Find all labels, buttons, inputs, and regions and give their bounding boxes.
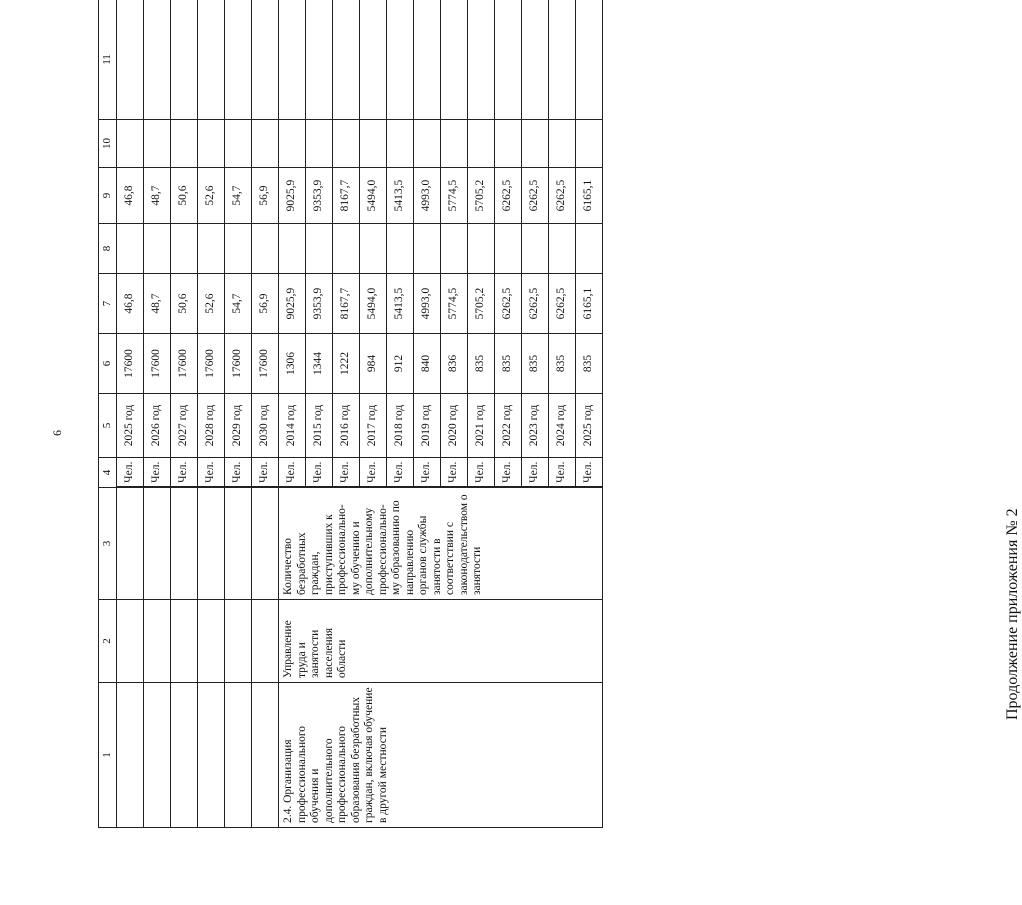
value-cell: 1306 xyxy=(279,334,306,394)
value-cell: 48,7 xyxy=(144,168,171,224)
value-cell xyxy=(279,224,306,274)
empty-cell xyxy=(576,120,603,168)
value-cell xyxy=(333,224,360,274)
value-cell: 835 xyxy=(522,334,549,394)
empty-cell xyxy=(198,488,225,600)
column-number: 3 xyxy=(99,488,117,600)
column-number: 2 xyxy=(99,600,117,683)
column-number: 8 xyxy=(99,224,117,274)
empty-cell xyxy=(414,120,441,168)
value-cell: 56,9 xyxy=(252,168,279,224)
empty-cell xyxy=(468,0,495,120)
column-number: 1 xyxy=(99,683,117,828)
column-number: 5 xyxy=(99,394,117,458)
empty-cell xyxy=(306,0,333,120)
rotated-table-wrapper xyxy=(98,0,1021,828)
empty-cell xyxy=(279,0,306,120)
page-number: 6 xyxy=(50,430,64,436)
unit-cell: Чел. xyxy=(522,458,549,488)
unit-cell: Чел. xyxy=(549,458,576,488)
year-cell: 2014 год xyxy=(279,394,306,458)
value-cell: 835 xyxy=(495,334,522,394)
value-cell: 1222 xyxy=(333,334,360,394)
empty-cell xyxy=(360,0,387,120)
value-cell: 56,9 xyxy=(252,274,279,334)
table-row xyxy=(225,0,252,828)
value-cell: 5705,2 xyxy=(468,274,495,334)
unit-cell: Чел. xyxy=(333,458,360,488)
column-number: 9 xyxy=(99,168,117,224)
empty-cell xyxy=(333,120,360,168)
empty-cell xyxy=(171,120,198,168)
empty-cell xyxy=(252,120,279,168)
empty-cell xyxy=(171,600,198,683)
year-cell: 2022 год xyxy=(495,394,522,458)
empty-cell xyxy=(441,0,468,120)
value-cell: 5774,5 xyxy=(441,274,468,334)
unit-cell: Чел. xyxy=(306,458,333,488)
year-cell: 2016 год xyxy=(333,394,360,458)
empty-cell xyxy=(171,683,198,828)
value-cell: 5774,5 xyxy=(441,168,468,224)
year-cell: 2018 год xyxy=(387,394,414,458)
empty-cell xyxy=(144,683,171,828)
column-number: 6 xyxy=(99,334,117,394)
value-cell: 8167,7 xyxy=(333,168,360,224)
table-row xyxy=(144,0,171,828)
value-cell: 54,7 xyxy=(225,168,252,224)
year-cell: 2024 год xyxy=(549,394,576,458)
unit-cell: Чел. xyxy=(414,458,441,488)
appendix-title: Продолжение приложения № 2 xyxy=(1004,508,1021,720)
empty-cell xyxy=(333,0,360,120)
unit-cell: Чел. xyxy=(225,458,252,488)
empty-cell xyxy=(117,488,144,600)
value-cell xyxy=(144,224,171,274)
unit-cell: Чел. xyxy=(495,458,522,488)
year-cell: 2027 год xyxy=(171,394,198,458)
value-cell xyxy=(522,224,549,274)
value-cell: 9353,9 xyxy=(306,168,333,224)
table-row xyxy=(252,0,279,828)
value-cell: 17600 xyxy=(225,334,252,394)
value-cell: 17600 xyxy=(117,334,144,394)
value-cell xyxy=(441,224,468,274)
year-cell: 2019 год xyxy=(414,394,441,458)
column-number: 7 xyxy=(99,274,117,334)
year-cell: 2017 год xyxy=(360,394,387,458)
year-cell: 2015 год xyxy=(306,394,333,458)
empty-cell xyxy=(252,0,279,120)
value-cell: 6262,5 xyxy=(522,274,549,334)
empty-cell xyxy=(225,0,252,120)
value-cell: 835 xyxy=(576,334,603,394)
empty-cell xyxy=(441,120,468,168)
value-cell xyxy=(198,224,225,274)
year-cell: 2026 год xyxy=(144,394,171,458)
unit-cell: Чел. xyxy=(198,458,225,488)
year-cell: 2030 год xyxy=(252,394,279,458)
value-cell xyxy=(387,224,414,274)
empty-cell xyxy=(117,683,144,828)
value-cell: 50,6 xyxy=(171,168,198,224)
empty-cell xyxy=(117,120,144,168)
empty-cell xyxy=(144,120,171,168)
value-cell: 4993,0 xyxy=(414,168,441,224)
column-number: 4 xyxy=(99,458,117,488)
value-cell: 50,6 xyxy=(171,274,198,334)
activity-cell: 2.4. Организация профессионального обучения и дополнительного профессионального образования безработных граждан, включая обучение в другой местности xyxy=(279,683,603,828)
unit-cell: Чел. xyxy=(144,458,171,488)
empty-cell xyxy=(117,600,144,683)
empty-cell xyxy=(171,0,198,120)
program-table xyxy=(98,0,603,828)
value-cell: 6165,1 xyxy=(576,168,603,224)
value-cell: 835 xyxy=(549,334,576,394)
unit-cell: Чел. xyxy=(441,458,468,488)
year-cell: 2028 год xyxy=(198,394,225,458)
unit-cell: Чел. xyxy=(279,458,306,488)
value-cell: 835 xyxy=(468,334,495,394)
value-cell: 840 xyxy=(414,334,441,394)
value-cell: 1344 xyxy=(306,334,333,394)
value-cell: 9025,9 xyxy=(279,168,306,224)
empty-cell xyxy=(468,120,495,168)
table-row xyxy=(279,0,306,828)
value-cell: 984 xyxy=(360,334,387,394)
value-cell: 4993,0 xyxy=(414,274,441,334)
empty-cell xyxy=(198,0,225,120)
value-cell: 5705,2 xyxy=(468,168,495,224)
value-cell xyxy=(252,224,279,274)
unit-cell: Чел. xyxy=(252,458,279,488)
empty-cell xyxy=(549,0,576,120)
empty-cell xyxy=(306,120,333,168)
value-cell: 5494,0 xyxy=(360,274,387,334)
value-cell: 6262,5 xyxy=(495,274,522,334)
value-cell: 836 xyxy=(441,334,468,394)
value-cell: 48,7 xyxy=(144,274,171,334)
column-number-row xyxy=(99,0,117,828)
value-cell: 5413,5 xyxy=(387,168,414,224)
table-row xyxy=(117,0,144,828)
empty-cell xyxy=(522,0,549,120)
empty-cell xyxy=(117,0,144,120)
value-cell: 6165,1 xyxy=(576,274,603,334)
unit-cell: Чел. xyxy=(468,458,495,488)
year-cell: 2020 год xyxy=(441,394,468,458)
value-cell: 52,6 xyxy=(198,274,225,334)
unit-cell: Чел. xyxy=(387,458,414,488)
empty-cell xyxy=(252,600,279,683)
empty-cell xyxy=(225,683,252,828)
empty-cell xyxy=(522,120,549,168)
empty-cell xyxy=(360,120,387,168)
empty-cell xyxy=(225,600,252,683)
year-cell: 2029 год xyxy=(225,394,252,458)
value-cell: 5494,0 xyxy=(360,168,387,224)
empty-cell xyxy=(144,600,171,683)
value-cell: 46,8 xyxy=(117,274,144,334)
empty-cell xyxy=(576,0,603,120)
value-cell: 17600 xyxy=(252,334,279,394)
empty-cell xyxy=(144,0,171,120)
empty-cell xyxy=(387,0,414,120)
value-cell: 6262,5 xyxy=(549,168,576,224)
empty-cell xyxy=(549,120,576,168)
value-cell: 54,7 xyxy=(225,274,252,334)
empty-cell xyxy=(252,488,279,600)
column-number: 10 xyxy=(99,120,117,168)
empty-cell xyxy=(225,488,252,600)
empty-cell xyxy=(495,0,522,120)
empty-cell xyxy=(279,120,306,168)
value-cell xyxy=(306,224,333,274)
value-cell xyxy=(549,224,576,274)
executor-cell: Управление труда и занятости населения области xyxy=(279,600,603,683)
value-cell: 52,6 xyxy=(198,168,225,224)
value-cell xyxy=(414,224,441,274)
value-cell xyxy=(360,224,387,274)
indicator-cell: Количество безработных граждан, приступивших к профессионально-му обучению и дополнительному профессионально-му образованию по направлению органов службы занятости в соответствии с законодательством о занятости xyxy=(279,488,603,600)
empty-cell xyxy=(171,488,198,600)
empty-cell xyxy=(252,683,279,828)
value-cell: 17600 xyxy=(171,334,198,394)
year-cell: 2021 год xyxy=(468,394,495,458)
empty-cell xyxy=(198,683,225,828)
unit-cell: Чел. xyxy=(117,458,144,488)
value-cell xyxy=(225,224,252,274)
value-cell: 17600 xyxy=(144,334,171,394)
value-cell: 6262,5 xyxy=(549,274,576,334)
year-cell: 2025 год xyxy=(576,394,603,458)
empty-cell xyxy=(225,120,252,168)
value-cell: 46,8 xyxy=(117,168,144,224)
unit-cell: Чел. xyxy=(576,458,603,488)
value-cell xyxy=(117,224,144,274)
value-cell: 912 xyxy=(387,334,414,394)
year-cell: 2025 год xyxy=(117,394,144,458)
unit-cell: Чел. xyxy=(360,458,387,488)
empty-cell xyxy=(414,0,441,120)
empty-cell xyxy=(144,488,171,600)
table-row xyxy=(198,0,225,828)
empty-cell xyxy=(198,600,225,683)
unit-cell: Чел. xyxy=(171,458,198,488)
value-cell: 9353,9 xyxy=(306,274,333,334)
value-cell: 6262,5 xyxy=(522,168,549,224)
value-cell xyxy=(468,224,495,274)
value-cell xyxy=(171,224,198,274)
value-cell: 8167,7 xyxy=(333,274,360,334)
year-cell: 2023 год xyxy=(522,394,549,458)
empty-cell xyxy=(387,120,414,168)
table-row xyxy=(171,0,198,828)
value-cell xyxy=(495,224,522,274)
value-cell: 9025,9 xyxy=(279,274,306,334)
value-cell: 6262,5 xyxy=(495,168,522,224)
empty-cell xyxy=(495,120,522,168)
value-cell: 5413,5 xyxy=(387,274,414,334)
column-number: 11 xyxy=(99,0,117,120)
empty-cell xyxy=(198,120,225,168)
value-cell xyxy=(576,224,603,274)
value-cell: 17600 xyxy=(198,334,225,394)
